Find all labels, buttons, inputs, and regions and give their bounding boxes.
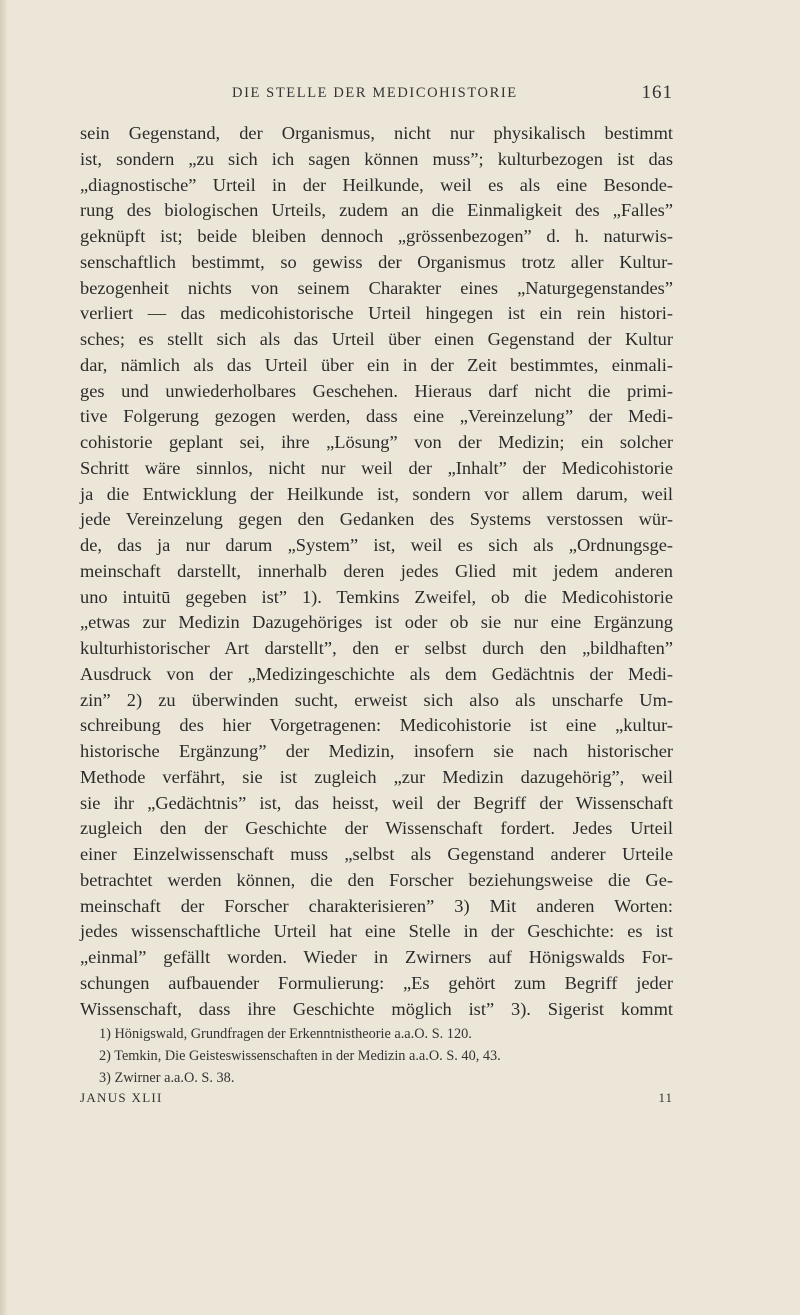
- page-edge: [0, 0, 7, 1315]
- text-line: tive Folgerung gezogen werden, dass eine „Vereinzelung” der Medi-: [80, 406, 673, 427]
- text-line: Schritt wäre sinnlos, nicht nur weil der „Inhalt” der Medicohistorie: [80, 457, 673, 478]
- text-line: sie ihr „Gedächtnis” ist, das heisst, weil der Begriff der Wissenschaft: [80, 792, 673, 813]
- text-line: historische Ergänzung” der Medizin, insofern sie nach historischer: [80, 741, 673, 761]
- running-head: DIE STELLE DER MEDICOHISTORIE: [232, 85, 518, 101]
- text-line: zugleich den der Geschichte der Wissenschaft fordert. Jedes Urteil: [80, 818, 673, 839]
- text-line: dar, nämlich als das Urteil über ein in der Zeit bestimmtes, einmali-: [80, 354, 673, 375]
- text-line: rung des biologischen Urteils, zudem an die Einmaligkeit des „Falles”: [80, 200, 673, 221]
- text-line: meinschaft der Forscher charakterisieren” 3) Mit anderen Worten:: [80, 895, 673, 916]
- text-line: sches; es stellt sich als das Urteil über einen Gegenstand der Kultur: [80, 329, 673, 349]
- text-line: uno intuitū gegeben ist” 1). Temkins Zweifel, ob die Medicohistorie: [80, 586, 673, 607]
- text-line: betrachtet werden können, die den Forscher beziehungsweise die Ge-: [80, 869, 673, 890]
- text-line: cohistorie geplant sei, ihre „Lösung” von der Medizin; ein solcher: [80, 432, 673, 452]
- text-line: Ausdruck von der „Medizingeschichte als dem Gedächtnis der Medi-: [80, 663, 673, 684]
- text-line: ja die Entwicklung der Heilkunde ist, sondern vor allem darum, weil: [80, 483, 673, 504]
- text-line: senschaftlich bestimmt, so gewiss der Organismus trotz aller Kultur-: [80, 251, 673, 272]
- text-line: schreibung des hier Vorgetragenen: Medicohistorie ist eine „kultur-: [80, 715, 673, 736]
- text-line: verliert — das medicohistorische Urteil hingegen ist ein rein histori-: [80, 303, 673, 324]
- text-line: kulturhistorischer Art darstellt”, den er selbst durch den „bildhaften”: [80, 638, 673, 658]
- page-footer: [80, 1090, 673, 1112]
- text-line: „etwas zur Medizin Dazugehöriges ist oder ob sie nur eine Ergänzung: [80, 612, 673, 633]
- footnote: 2) Temkin, Die Geisteswissenschaften in der Medizin a.a.O. S. 40, 43.: [99, 1048, 501, 1064]
- text-line: bezogenheit nichts von seinem Charakter eines „Naturgegenstandes”: [80, 277, 673, 298]
- text-line: Methode verfährt, sie ist zugleich „zur Medizin dazugehörig”, weil: [80, 766, 673, 787]
- text-line: „diagnostische” Urteil in der Heilkunde, weil es als eine Besonde-: [80, 174, 673, 195]
- footnote: 3) Zwirner a.a.O. S. 38.: [99, 1070, 235, 1086]
- text-line: de, das ja nur darum „System” ist, weil es sich als „Ordnungsge-: [80, 535, 673, 555]
- text-line: ges und unwiederholbares Geschehen. Hieraus darf nicht die primi-: [80, 380, 673, 401]
- text-line: „einmal” gefällt worden. Wieder in Zwirners auf Hönigswalds For-: [80, 947, 673, 967]
- text-line: geknüpft ist; beide bleiben dennoch „grössenbezogen” d. h. naturwis-: [80, 226, 673, 246]
- sheet-number: 11: [658, 1090, 673, 1105]
- text-line: meinschaft darstellt, innerhalb deren jedes Glied mit jedem anderen: [80, 560, 673, 581]
- page-number: 161: [641, 82, 673, 103]
- text-line: einer Einzelwissenschaft muss „selbst als Gegenstand anderer Urteile: [80, 844, 673, 864]
- text-line: Wissenschaft, dass ihre Geschichte möglich ist” 3). Sigerist kommt: [80, 998, 673, 1019]
- text-line: jedes wissenschaftliche Urteil hat eine Stelle in der Geschichte: es ist: [80, 921, 673, 942]
- text-line: ist, sondern „zu sich ich sagen können muss”; kulturbezogen ist das: [80, 148, 673, 169]
- text-line: zin” 2) zu überwinden sucht, erweist sich also als unscharfe Um-: [80, 689, 673, 710]
- text-line: sein Gegenstand, der Organismus, nicht nur physikalisch bestimmt: [80, 123, 673, 143]
- footnote: 1) Hönigswald, Grundfragen der Erkenntnistheorie a.a.O. S. 120.: [99, 1026, 472, 1042]
- text-line: jede Vereinzelung gegen den Gedanken des Systems verstossen wür-: [80, 509, 673, 530]
- footnotes: [80, 1023, 673, 1089]
- text-line: schungen aufbauender Formulierung: „Es gehört zum Begriff jeder: [80, 972, 673, 993]
- body-text: [80, 121, 673, 1022]
- journal-signature: JANUS XLII: [80, 1090, 163, 1105]
- page-header: [80, 82, 673, 106]
